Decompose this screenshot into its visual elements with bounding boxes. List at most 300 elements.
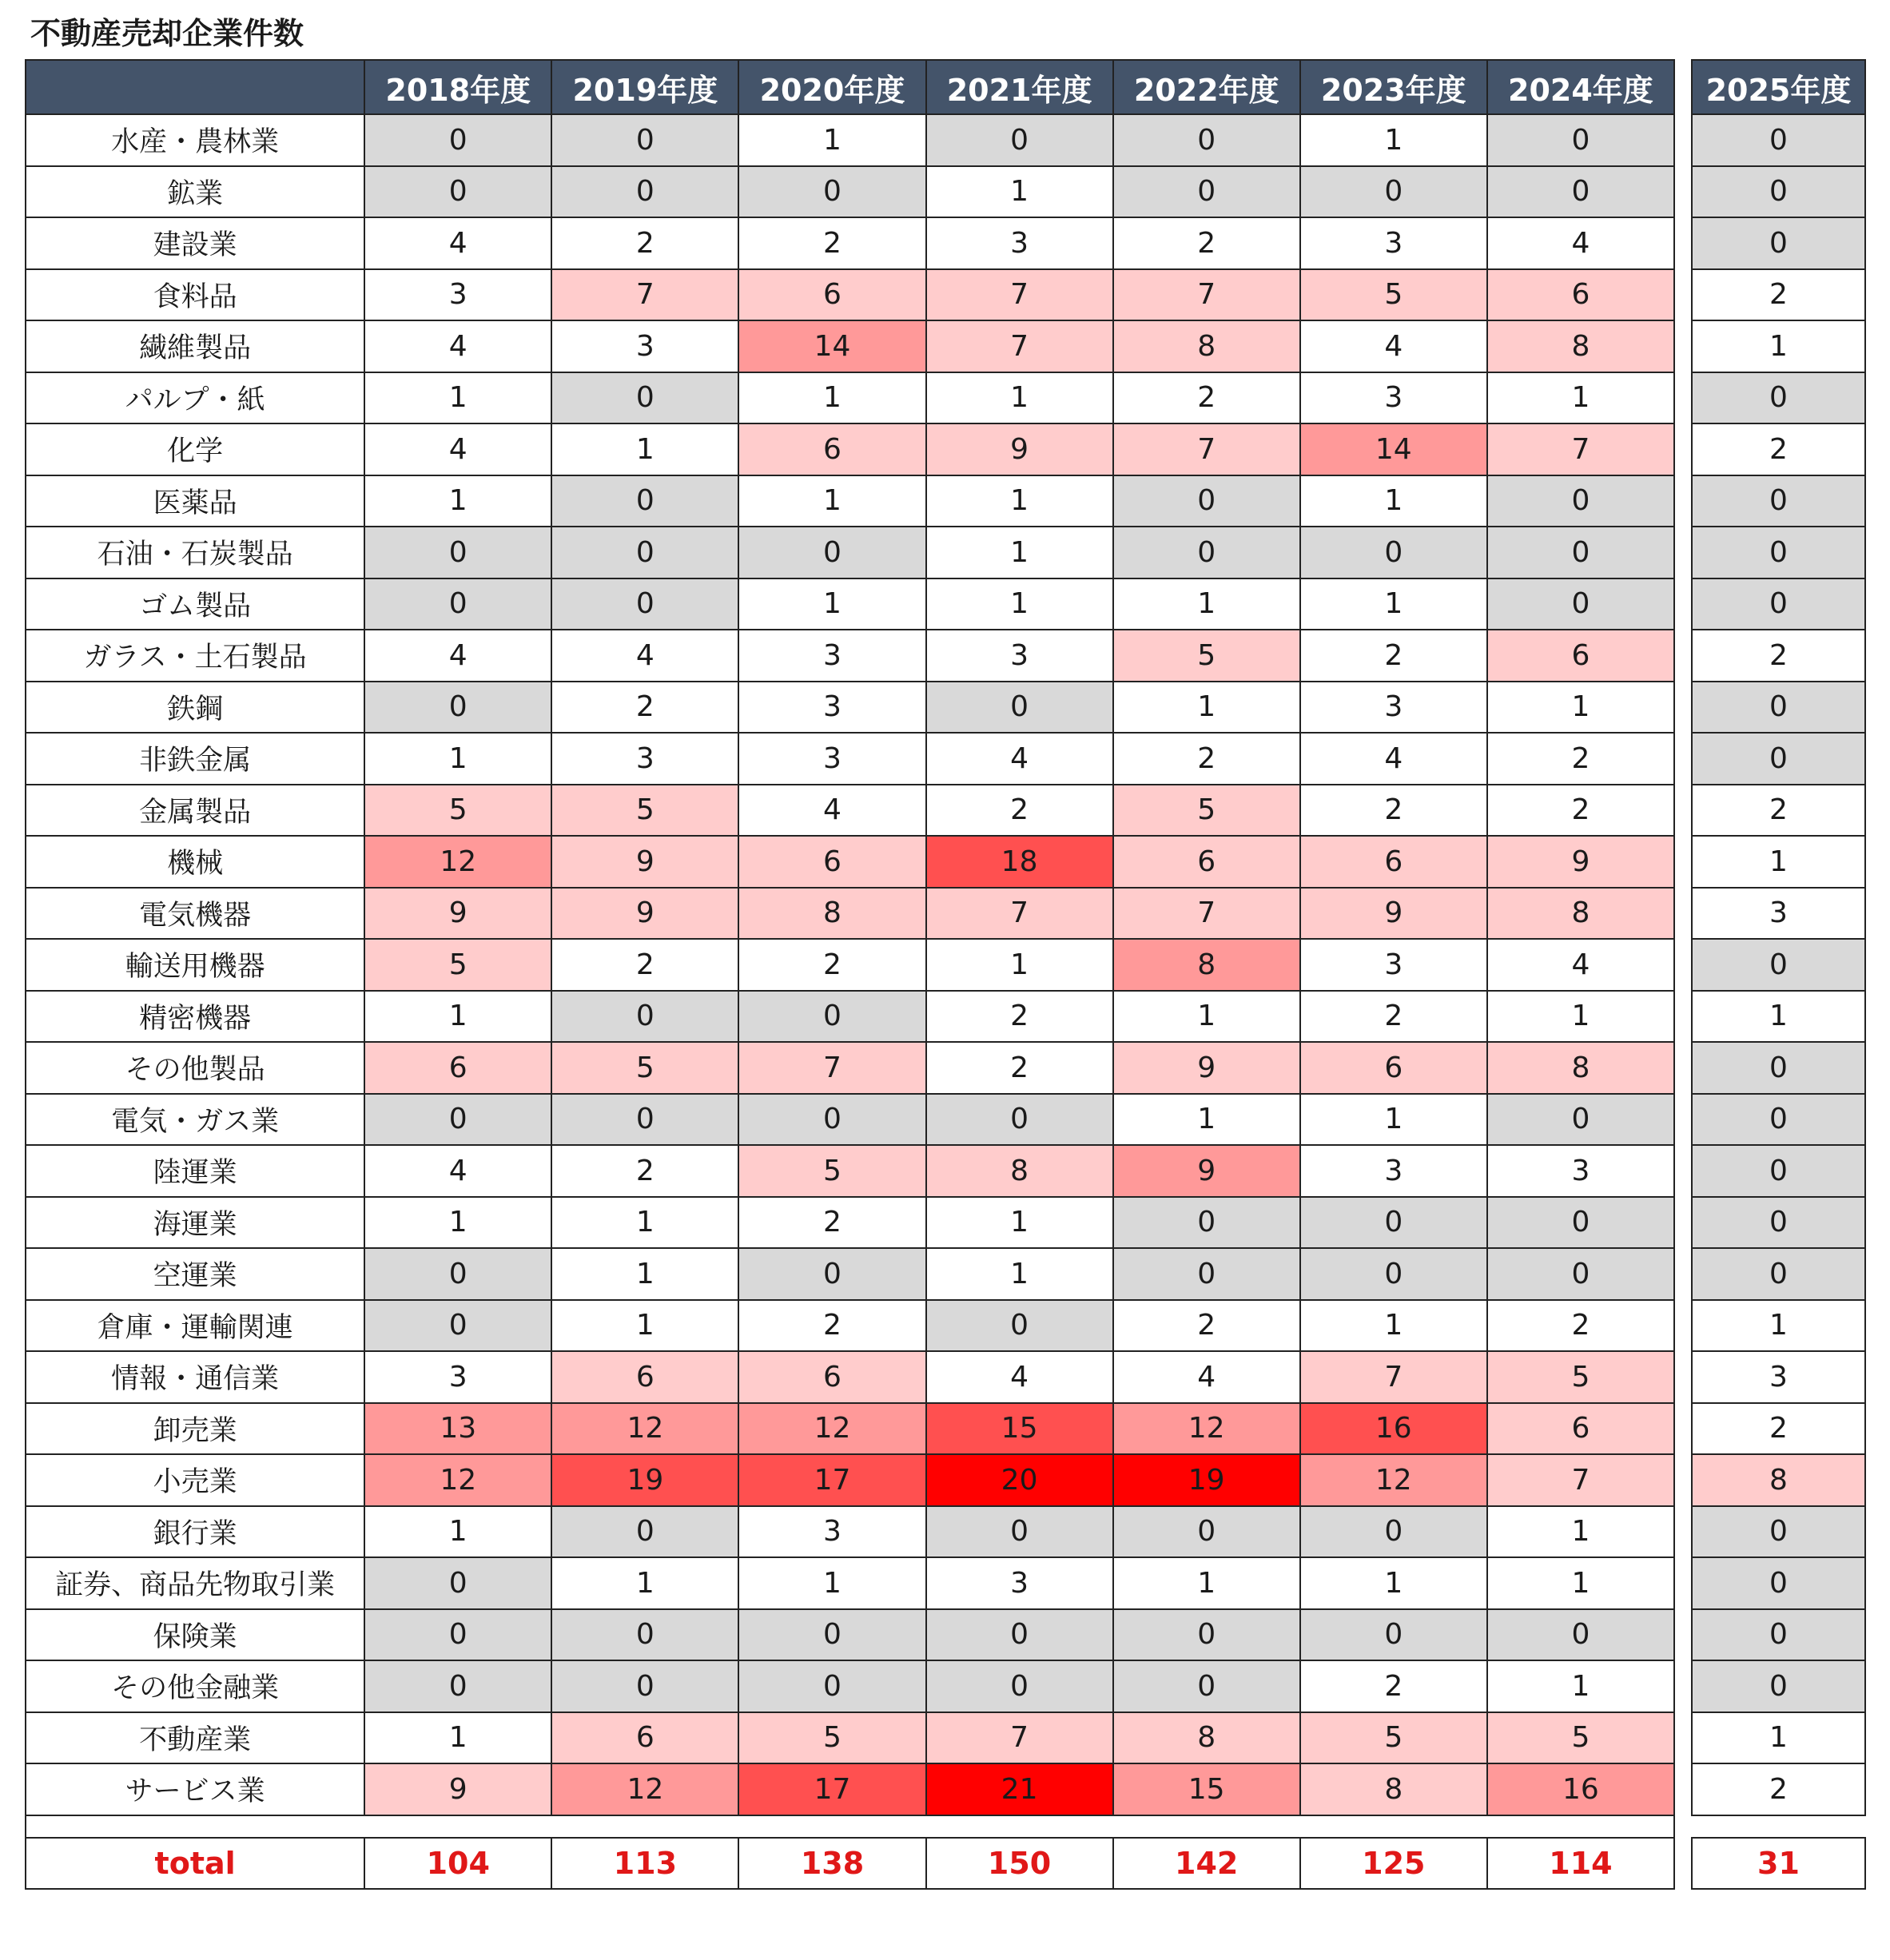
value-cell: 2 [926,991,1113,1043]
value-cell: 4 [1113,1351,1300,1403]
value-cell: 0 [1692,1506,1865,1558]
total-value: 113 [551,1838,738,1889]
value-cell: 5 [551,1042,738,1094]
table-row [26,630,1674,682]
value-cell: 5 [364,939,551,991]
value-cell: 7 [1113,269,1300,321]
value-cell: 2 [738,939,925,991]
table-row [26,1454,1674,1506]
side-table-row [1692,888,1865,940]
value-cell: 4 [364,217,551,269]
value-cell: 2 [1692,269,1865,321]
value-cell: 21 [926,1763,1113,1815]
category-label: 医薬品 [26,475,364,527]
table-row [26,1557,1674,1609]
table-row [26,372,1674,424]
spacer-cell [26,1815,1674,1838]
category-label: 鉱業 [26,166,364,218]
value-cell: 1 [926,372,1113,424]
total-value: 114 [1487,1838,1674,1889]
value-cell: 9 [1300,888,1487,940]
value-cell: 3 [364,1351,551,1403]
value-cell: 4 [738,785,925,837]
value-cell: 6 [1300,836,1487,888]
value-cell: 1 [926,166,1113,218]
value-cell: 1 [1300,1300,1487,1352]
value-cell: 3 [551,320,738,372]
category-label: サービス業 [26,1763,364,1815]
value-cell: 5 [364,785,551,837]
value-cell: 9 [364,1763,551,1815]
value-cell: 5 [1487,1351,1674,1403]
category-label: 水産・農林業 [26,114,364,166]
value-cell: 2 [1487,1300,1674,1352]
value-cell: 1 [926,578,1113,630]
value-cell: 0 [1692,114,1865,166]
table-row [26,114,1674,166]
value-cell: 0 [364,527,551,578]
category-label: 鉄鋼 [26,682,364,734]
value-cell: 7 [926,320,1113,372]
value-cell: 0 [364,114,551,166]
table-row [26,1197,1674,1249]
value-cell: 0 [1692,578,1865,630]
value-cell: 0 [1300,166,1487,218]
side-table-row [1692,836,1865,888]
table-row [26,1094,1674,1146]
total-row [26,1838,1674,1889]
value-cell: 2 [1113,733,1300,785]
value-cell: 4 [1300,320,1487,372]
value-cell: 3 [738,682,925,734]
value-cell: 2 [1692,423,1865,475]
value-cell: 1 [1487,1660,1674,1712]
value-cell: 8 [1487,320,1674,372]
value-cell: 1 [1487,372,1674,424]
value-cell: 0 [551,527,738,578]
value-cell: 3 [926,630,1113,682]
value-cell: 9 [926,423,1113,475]
value-cell: 1 [551,1557,738,1609]
value-cell: 3 [1692,1351,1865,1403]
value-cell: 8 [1487,888,1674,940]
value-cell: 2 [1300,991,1487,1043]
side-table-row [1692,1609,1865,1661]
category-label: 小売業 [26,1454,364,1506]
value-cell: 14 [1300,423,1487,475]
value-cell: 1 [364,1506,551,1558]
value-cell: 0 [1487,527,1674,578]
side-table-row [1692,1197,1865,1249]
table-row [26,1403,1674,1455]
value-cell: 0 [1692,733,1865,785]
value-cell: 7 [1487,1454,1674,1506]
value-cell: 1 [738,114,925,166]
value-cell: 1 [1692,991,1865,1043]
header-year-2020: 2020年度 [738,60,925,114]
value-cell: 3 [364,269,551,321]
value-cell: 8 [1692,1454,1865,1506]
value-cell: 0 [551,578,738,630]
value-cell: 0 [364,166,551,218]
header-year-2021: 2021年度 [926,60,1113,114]
table-row [26,682,1674,734]
value-cell: 0 [1487,1248,1674,1300]
value-cell: 5 [551,785,738,837]
value-cell: 0 [738,166,925,218]
table-row [26,1609,1674,1661]
table-row [26,1145,1674,1197]
side-table-row [1692,1506,1865,1558]
value-cell: 0 [926,682,1113,734]
value-cell: 1 [1692,836,1865,888]
value-cell: 1 [926,939,1113,991]
value-cell: 1 [1300,578,1487,630]
category-label: 機械 [26,836,364,888]
value-cell: 0 [1300,1248,1487,1300]
spacer-row [1692,1815,1865,1838]
value-cell: 6 [551,1351,738,1403]
table-row [26,423,1674,475]
value-cell: 0 [1487,114,1674,166]
side-table-row [1692,1351,1865,1403]
value-cell: 0 [1113,1197,1300,1249]
category-label: 空運業 [26,1248,364,1300]
value-cell: 12 [1113,1403,1300,1455]
value-cell: 1 [364,1712,551,1764]
value-cell: 7 [1113,888,1300,940]
value-cell: 0 [364,1660,551,1712]
table-row [26,733,1674,785]
side-table-row [1692,1094,1865,1146]
value-cell: 6 [738,1351,925,1403]
value-cell: 2 [926,1042,1113,1094]
value-cell: 5 [738,1712,925,1764]
value-cell: 0 [364,1557,551,1609]
total-value: 150 [926,1838,1113,1889]
value-cell: 2 [1692,1403,1865,1455]
side-table-row [1692,1403,1865,1455]
value-cell: 0 [926,1609,1113,1661]
value-cell: 5 [1113,785,1300,837]
value-cell: 2 [1692,785,1865,837]
value-cell: 12 [551,1403,738,1455]
value-cell: 0 [551,1609,738,1661]
value-cell: 6 [1113,836,1300,888]
value-cell: 0 [364,682,551,734]
side-table-row [1692,114,1865,166]
table-row [26,320,1674,372]
spacer-cell [1692,1815,1865,1838]
value-cell: 0 [1692,372,1865,424]
value-cell: 12 [364,836,551,888]
category-label: 精密機器 [26,991,364,1043]
value-cell: 3 [1300,1145,1487,1197]
side-table-row [1692,269,1865,321]
side-table-row [1692,939,1865,991]
side-table-row [1692,372,1865,424]
header-row [26,60,1674,114]
value-cell: 0 [364,1248,551,1300]
value-cell: 1 [738,372,925,424]
value-cell: 1 [364,1197,551,1249]
side-table-row [1692,1042,1865,1094]
table-row [26,217,1674,269]
header-year-2019: 2019年度 [551,60,738,114]
value-cell: 3 [1692,888,1865,940]
table-row [26,1351,1674,1403]
value-cell: 17 [738,1763,925,1815]
value-cell: 7 [926,1712,1113,1764]
table-row [26,939,1674,991]
value-cell: 2 [1692,630,1865,682]
table-row [26,991,1674,1043]
value-cell: 0 [551,372,738,424]
value-cell: 1 [364,991,551,1043]
value-cell: 1 [1487,1506,1674,1558]
table-row [26,1660,1674,1712]
category-label: その他製品 [26,1042,364,1094]
value-cell: 7 [1113,423,1300,475]
value-cell: 3 [926,1557,1113,1609]
value-cell: 1 [1113,991,1300,1043]
value-cell: 3 [738,733,925,785]
value-cell: 1 [1487,1557,1674,1609]
value-cell: 0 [1487,1094,1674,1146]
value-cell: 0 [1692,1248,1865,1300]
value-cell: 3 [1300,682,1487,734]
value-cell: 0 [551,475,738,527]
value-cell: 6 [364,1042,551,1094]
value-cell: 9 [551,836,738,888]
value-cell: 9 [1113,1145,1300,1197]
value-cell: 8 [926,1145,1113,1197]
value-cell: 1 [551,1248,738,1300]
value-cell: 1 [926,1197,1113,1249]
value-cell: 0 [738,991,925,1043]
spacer-row [26,1815,1674,1838]
value-cell: 2 [1113,1300,1300,1352]
value-cell: 12 [1300,1454,1487,1506]
value-cell: 12 [551,1763,738,1815]
value-cell: 0 [1300,527,1487,578]
value-cell: 6 [551,1712,738,1764]
value-cell: 0 [1692,939,1865,991]
value-cell: 0 [551,1094,738,1146]
total-label: total [26,1838,364,1889]
header-year-2024: 2024年度 [1487,60,1674,114]
value-cell: 7 [926,888,1113,940]
header-corner [26,60,364,114]
value-cell: 0 [738,1248,925,1300]
value-cell: 0 [926,1300,1113,1352]
table-row [26,527,1674,578]
value-cell: 1 [1300,114,1487,166]
value-cell: 1 [1113,578,1300,630]
value-cell: 2 [1113,372,1300,424]
category-label: 建設業 [26,217,364,269]
value-cell: 0 [1113,1248,1300,1300]
value-cell: 5 [738,1145,925,1197]
value-cell: 9 [1113,1042,1300,1094]
value-cell: 4 [926,1351,1113,1403]
side-table-row [1692,527,1865,578]
value-cell: 19 [551,1454,738,1506]
value-cell: 0 [1487,475,1674,527]
category-label: 倉庫・運輸関連 [26,1300,364,1352]
value-cell: 2 [551,939,738,991]
side-table-row [1692,1248,1865,1300]
value-cell: 4 [364,1145,551,1197]
value-cell: 0 [1300,1609,1487,1661]
side-table-row [1692,1712,1865,1764]
value-cell: 4 [364,630,551,682]
value-cell: 3 [1487,1145,1674,1197]
value-cell: 6 [1487,1403,1674,1455]
side-table-row [1692,423,1865,475]
category-label: ゴム製品 [26,578,364,630]
value-cell: 0 [1113,527,1300,578]
value-cell: 0 [738,1094,925,1146]
value-cell: 5 [1113,630,1300,682]
value-cell: 1 [551,423,738,475]
value-cell: 4 [364,320,551,372]
value-cell: 1 [551,1300,738,1352]
category-label: 化学 [26,423,364,475]
value-cell: 8 [1487,1042,1674,1094]
value-cell: 0 [364,1609,551,1661]
table-title: 不動産売却企業件数 [30,16,304,51]
table-row [26,1042,1674,1094]
value-cell: 1 [1692,1300,1865,1352]
value-cell: 1 [1300,1094,1487,1146]
value-cell: 0 [1487,1197,1674,1249]
side-table-row [1692,1454,1865,1506]
side-table-row [1692,630,1865,682]
value-cell: 1 [1113,1094,1300,1146]
value-cell: 0 [1113,114,1300,166]
value-cell: 0 [1113,1506,1300,1558]
value-cell: 3 [1300,372,1487,424]
value-cell: 9 [364,888,551,940]
value-cell: 2 [1300,785,1487,837]
value-cell: 0 [1692,527,1865,578]
value-cell: 8 [738,888,925,940]
value-cell: 6 [1487,630,1674,682]
value-cell: 2 [1692,1763,1865,1815]
value-cell: 0 [1113,475,1300,527]
value-cell: 7 [1300,1351,1487,1403]
value-cell: 8 [1300,1763,1487,1815]
value-cell: 3 [551,733,738,785]
value-cell: 4 [1487,939,1674,991]
category-label: 陸運業 [26,1145,364,1197]
value-cell: 6 [1487,269,1674,321]
side-total-row [1692,1838,1865,1889]
value-cell: 14 [738,320,925,372]
value-cell: 0 [1692,1660,1865,1712]
category-label: 電気・ガス業 [26,1094,364,1146]
value-cell: 4 [926,733,1113,785]
value-cell: 1 [1300,1557,1487,1609]
value-cell: 4 [364,423,551,475]
value-cell: 0 [1692,1197,1865,1249]
side-table [1691,59,1866,1890]
value-cell: 0 [1692,166,1865,218]
value-cell: 6 [738,836,925,888]
value-cell: 19 [1113,1454,1300,1506]
value-cell: 0 [926,1094,1113,1146]
category-label: 不動産業 [26,1712,364,1764]
value-cell: 9 [551,888,738,940]
side-table-row [1692,1660,1865,1712]
value-cell: 6 [1300,1042,1487,1094]
category-label: 保険業 [26,1609,364,1661]
main-table [25,59,1675,1890]
value-cell: 15 [926,1403,1113,1455]
side-table-row [1692,1557,1865,1609]
value-cell: 0 [551,1660,738,1712]
table-row [26,166,1674,218]
value-cell: 7 [551,269,738,321]
value-cell: 0 [551,1506,738,1558]
value-cell: 0 [1300,1197,1487,1249]
table-row [26,1712,1674,1764]
table-row [26,269,1674,321]
value-cell: 0 [738,1660,925,1712]
value-cell: 0 [1692,1557,1865,1609]
side-table-row [1692,682,1865,734]
table-row [26,1506,1674,1558]
side-table-row [1692,1145,1865,1197]
value-cell: 0 [1692,1094,1865,1146]
value-cell: 2 [1113,217,1300,269]
value-cell: 0 [738,1609,925,1661]
category-label: 証券、商品先物取引業 [26,1557,364,1609]
value-cell: 12 [364,1454,551,1506]
category-label: 輸送用機器 [26,939,364,991]
header-year-2018: 2018年度 [364,60,551,114]
value-cell: 0 [1692,682,1865,734]
category-label: ガラス・土石製品 [26,630,364,682]
value-cell: 0 [926,114,1113,166]
value-cell: 8 [1113,1712,1300,1764]
total-value: 138 [738,1838,925,1889]
value-cell: 20 [926,1454,1113,1506]
value-cell: 4 [1487,217,1674,269]
table-row [26,1248,1674,1300]
value-cell: 7 [926,269,1113,321]
value-cell: 1 [926,527,1113,578]
value-cell: 0 [1692,475,1865,527]
category-label: 銀行業 [26,1506,364,1558]
table-row [26,578,1674,630]
category-label: パルプ・紙 [26,372,364,424]
category-label: 情報・通信業 [26,1351,364,1403]
value-cell: 1 [738,578,925,630]
value-cell: 0 [1487,166,1674,218]
value-cell: 1 [1300,475,1487,527]
value-cell: 5 [1300,1712,1487,1764]
value-cell: 0 [1692,1042,1865,1094]
value-cell: 1 [926,475,1113,527]
value-cell: 2 [738,217,925,269]
value-cell: 2 [551,682,738,734]
value-cell: 3 [1300,939,1487,991]
value-cell: 1 [551,1197,738,1249]
category-label: 金属製品 [26,785,364,837]
value-cell: 2 [1487,785,1674,837]
